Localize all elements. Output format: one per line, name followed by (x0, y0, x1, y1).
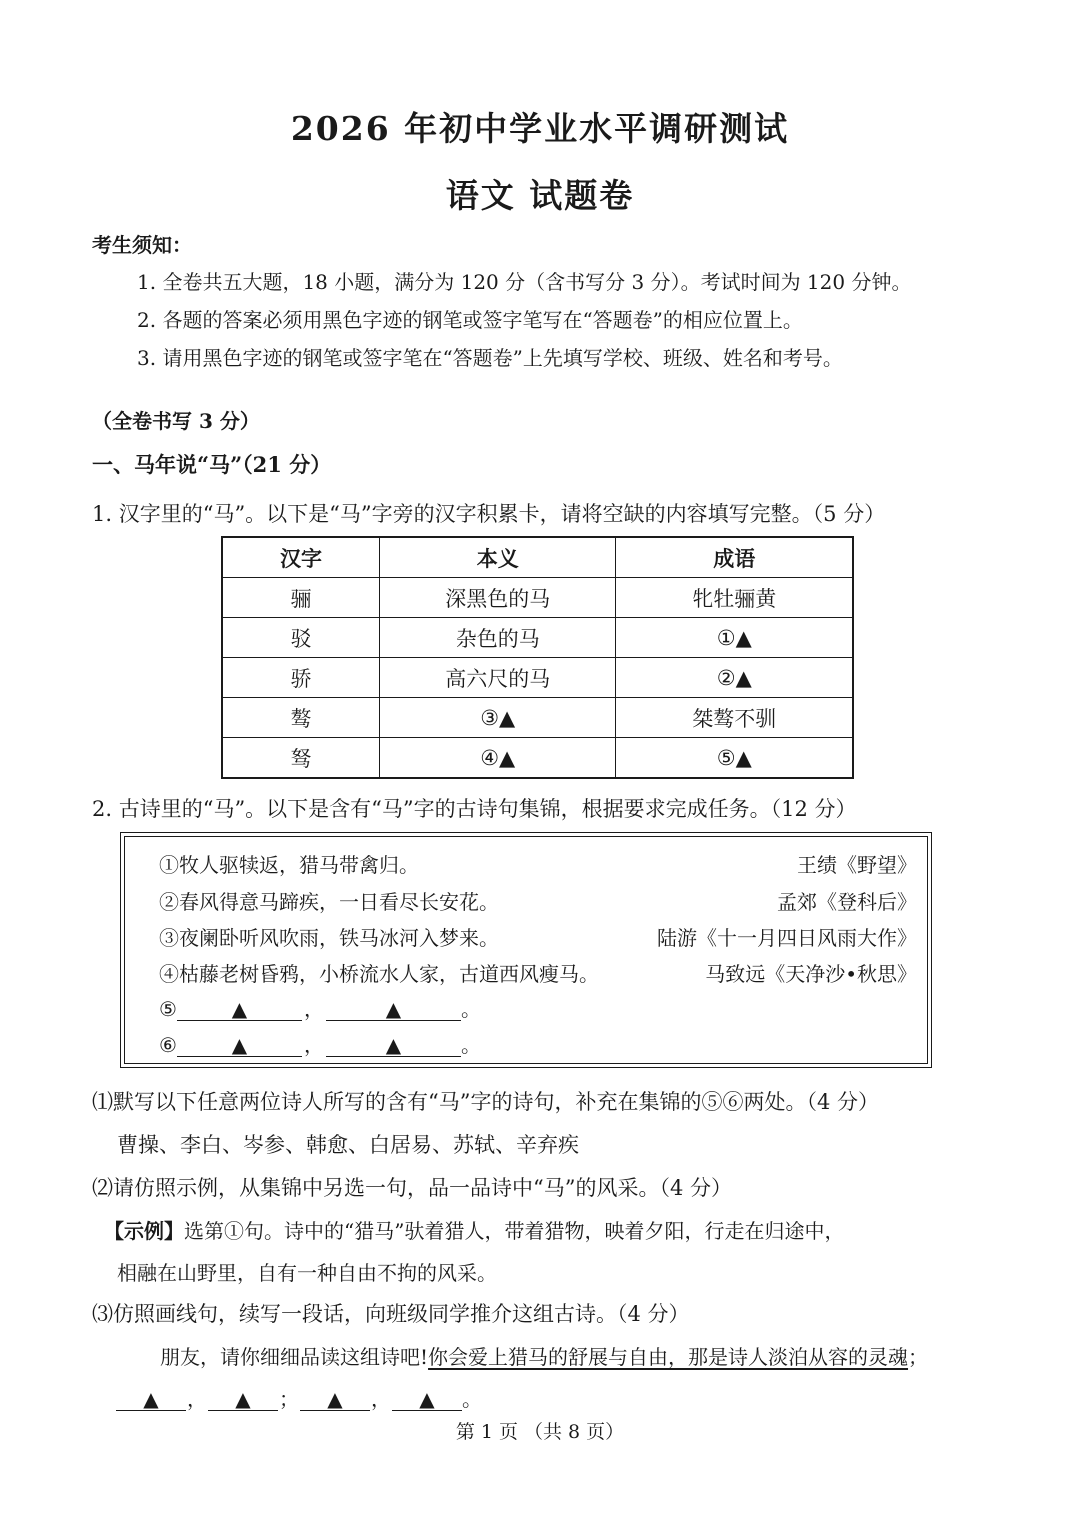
answer-blank-cell[interactable]: ④▲ (379, 738, 616, 779)
answer-blank[interactable]: ▲ (300, 1388, 370, 1411)
poem-author: 王绩《野望》 (797, 853, 917, 877)
table-cell: 牝牡骊黄 (616, 578, 853, 618)
poem-author: 马致远《天净沙•秋思》 (705, 962, 917, 986)
answer-blank[interactable]: ▲ (326, 998, 461, 1021)
poet-list: 曹操、李白、岑参、韩愈、白居易、苏轼、辛弃疾 (117, 1133, 579, 1157)
notice-heading: 考生须知： (92, 233, 192, 257)
poem-line: ②春风得意马蹄疾，一日看尽长安花。 (159, 890, 499, 914)
poem-author: 孟郊《登科后》 (777, 890, 917, 914)
table-cell: 骊 (222, 578, 379, 618)
table-row (222, 658, 853, 698)
table-row (222, 698, 853, 738)
poem-collection-box (120, 832, 932, 1068)
comma: ， (303, 997, 324, 1021)
underlined-sentence: 你会爱上猎马的舒展与自由，那是诗人淡泊从容的灵魂 (428, 1345, 909, 1369)
table-header: 汉字 (222, 537, 379, 578)
poem-line: ③夜阑卧听风吹雨，铁马冰河入梦来。 (159, 926, 499, 950)
table-header-row (222, 537, 853, 578)
question-1: 1. 汉字里的“马”。以下是“马”字旁的汉字积累卡，请将空缺的内容填写完整。（5 分） (92, 502, 886, 526)
table-cell: 驳 (222, 618, 379, 658)
table-header: 成语 (616, 537, 853, 578)
answer-blank-cell[interactable]: ②▲ (616, 658, 853, 698)
table-row (222, 738, 853, 779)
answer-blank[interactable]: ▲ (177, 998, 302, 1021)
separator: ； (279, 1387, 299, 1411)
separator: ， (187, 1387, 207, 1411)
section-title: 一、马年说“马”（21 分） (92, 452, 332, 477)
period: 。 (460, 1033, 481, 1057)
poem-line: ④枯藤老树昏鸦，小桥流水人家，古道西风瘦马。 (159, 962, 599, 986)
blank-number: ⑥ (159, 1033, 177, 1057)
recommend-blanks (116, 1383, 482, 1412)
comma: ， (303, 1033, 324, 1057)
table-cell: 骄 (222, 658, 379, 698)
sub-question-1: ⑴默写以下任意两位诗人所写的含有“马”字的诗句，补充在集锦的⑤⑥两处。（4 分） (92, 1090, 880, 1114)
table-cell: 深黑色的马 (379, 578, 616, 618)
answer-blank-cell[interactable]: ⑤▲ (616, 738, 853, 779)
table-cell: 桀骜不驯 (616, 698, 853, 738)
period: 。 (460, 997, 481, 1021)
poem-blank-line-6 (159, 1029, 481, 1058)
answer-blank-cell[interactable]: ③▲ (379, 698, 616, 738)
table-cell: 驽 (222, 738, 379, 779)
semicolon: ； (908, 1345, 929, 1369)
sub-question-3: ⑶仿照画线句，续写一段话，向班级同学推介这组古诗。（4 分） (92, 1302, 690, 1326)
table-cell: 杂色的马 (379, 618, 616, 658)
table-header: 本义 (379, 537, 616, 578)
answer-blank-cell[interactable]: ①▲ (616, 618, 853, 658)
recommend-lead: 朋友，请你细细品读这组诗吧! (160, 1345, 429, 1369)
notice-item: 2. 各题的答案必须用黑色字迹的钢笔或签字笔写在“答题卷”的相应位置上。 (137, 308, 803, 332)
page-footer: 第 1 页 （共 8 页） (455, 1421, 625, 1443)
example-label: 【示例】 (104, 1219, 184, 1243)
example-line (104, 1215, 844, 1244)
exam-subtitle: 语文 试题卷 (445, 176, 635, 215)
table-cell: 高六尺的马 (379, 658, 616, 698)
blank-number: ⑤ (159, 997, 177, 1021)
notice-item: 3. 请用黑色字迹的钢笔或签字笔在“答题卷”上先填写学校、班级、姓名和考号。 (137, 346, 843, 370)
example-text: 选第①句。诗中的“猎马”驮着猎人，带着猎物，映着夕阳，行走在归途中， (184, 1219, 845, 1243)
example-line-2: 相融在山野里，自有一种自由不拘的风采。 (117, 1261, 497, 1285)
poem-author: 陆游《十一月四日风雨大作》 (657, 926, 917, 950)
exam-title: 2026 年初中学业水平调研测试 (290, 109, 790, 148)
notice-item: 1. 全卷共五大题，18 小题，满分为 120 分（含书写分 3 分）。考试时间为 120 分钟。 (137, 270, 912, 294)
answer-blank[interactable]: ▲ (392, 1388, 462, 1411)
recommend-line (160, 1341, 928, 1370)
answer-blank[interactable]: ▲ (208, 1388, 278, 1411)
table-cell: 骜 (222, 698, 379, 738)
table-row (222, 578, 853, 618)
table-row (222, 618, 853, 658)
vocab-table (221, 536, 854, 779)
question-2: 2. 古诗里的“马”。以下是含有“马”字的古诗句集锦，根据要求完成任务。（12 分） (92, 797, 857, 821)
answer-blank[interactable]: ▲ (177, 1034, 302, 1057)
sub-question-2: ⑵请仿照示例，从集锦中另选一句，品一品诗中“马”的风采。（4 分） (92, 1176, 733, 1200)
separator: 。 (462, 1387, 482, 1411)
poem-line: ①牧人驱犊返，猎马带禽归。 (159, 853, 419, 877)
writing-score: （全卷书写 3 分） (92, 409, 260, 433)
answer-blank[interactable]: ▲ (116, 1388, 186, 1411)
answer-blank[interactable]: ▲ (326, 1034, 461, 1057)
poem-blank-line-5 (159, 993, 481, 1022)
separator: ， (371, 1387, 391, 1411)
